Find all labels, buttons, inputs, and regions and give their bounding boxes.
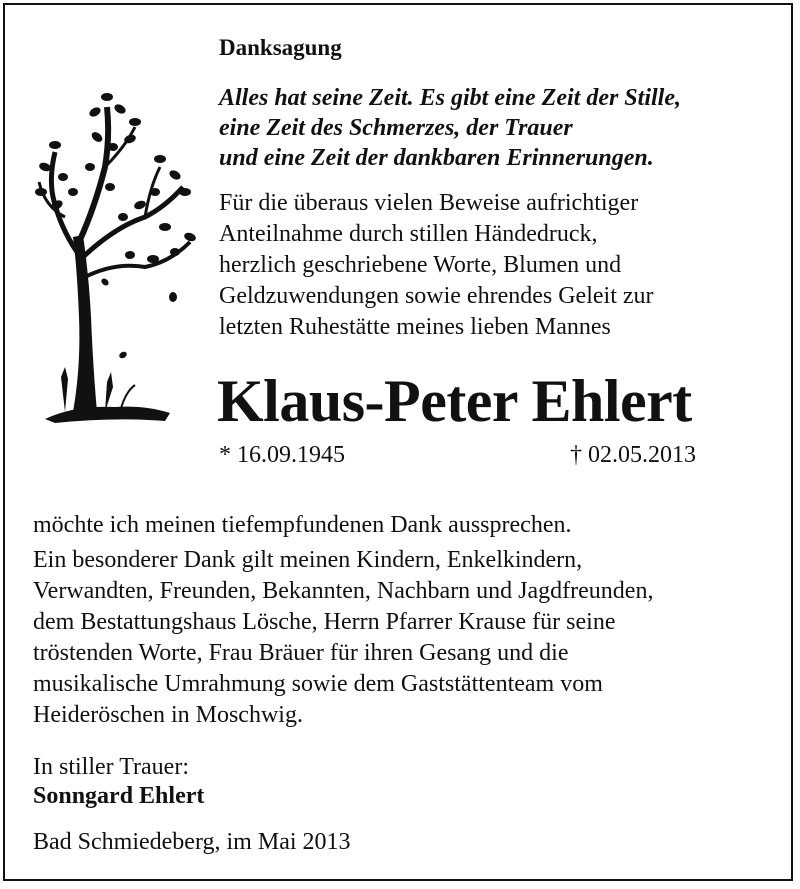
- quote-line: eine Zeit des Schmerzes, der Trauer: [219, 115, 573, 141]
- mourning-line: In stiller Trauer:: [33, 754, 189, 780]
- intro-line: herzlich geschriebene Worte, Blumen und: [219, 252, 622, 278]
- quote-line: Alles hat seine Zeit. Es gibt eine Zeit der Stille,: [219, 85, 681, 111]
- signer-name: Sonngard Ehlert: [33, 783, 205, 809]
- deceased-name: Klaus-Peter Ehlert: [217, 368, 692, 434]
- place-date: Bad Schmiedeberg, im Mai 2013: [33, 829, 351, 855]
- intro-line: Geldzuwendungen sowie ehrendes Geleit zur: [219, 283, 654, 309]
- intro-text: [219, 188, 654, 343]
- paragraph-line: dem Bestattungshaus Lösche, Herrn Pfarrer Krause für seine: [33, 609, 616, 635]
- intro-line: Für die überaus vielen Beweise aufrichtiger: [219, 190, 639, 216]
- obituary-notice: [3, 3, 793, 881]
- paragraph-line: tröstenden Worte, Frau Bräuer für ihren Gesang und die: [33, 640, 569, 666]
- quote-line: und eine Zeit der dankbaren Erinnerungen.: [219, 145, 654, 171]
- paragraph-line: musikalische Umrahmung sowie dem Gaststättenteam vom: [33, 671, 603, 697]
- birth-date: * 16.09.1945: [219, 442, 345, 468]
- thanks-line-text: möchte ich meinen tiefempfundenen Dank aussprechen.: [33, 512, 572, 538]
- intro-line: Anteilnahme durch stillen Händedruck,: [219, 221, 598, 247]
- intro-line: letzten Ruhestätte meines lieben Mannes: [219, 314, 611, 340]
- paragraph-line: Ein besonderer Dank gilt meinen Kindern, Enkelkindern,: [33, 547, 583, 573]
- death-date: † 02.05.2013: [570, 442, 696, 468]
- thanks-line: [33, 510, 571, 541]
- paragraph-line: Verwandten, Freunden, Bekannten, Nachbarn und Jagdfreunden,: [33, 578, 654, 604]
- notice-quote: [219, 83, 681, 173]
- thanks-paragraph: [33, 545, 653, 731]
- paragraph-line: Heideröschen in Moschwig.: [33, 702, 303, 728]
- tree-icon: [35, 67, 203, 427]
- notice-heading: Danksagung: [219, 35, 342, 60]
